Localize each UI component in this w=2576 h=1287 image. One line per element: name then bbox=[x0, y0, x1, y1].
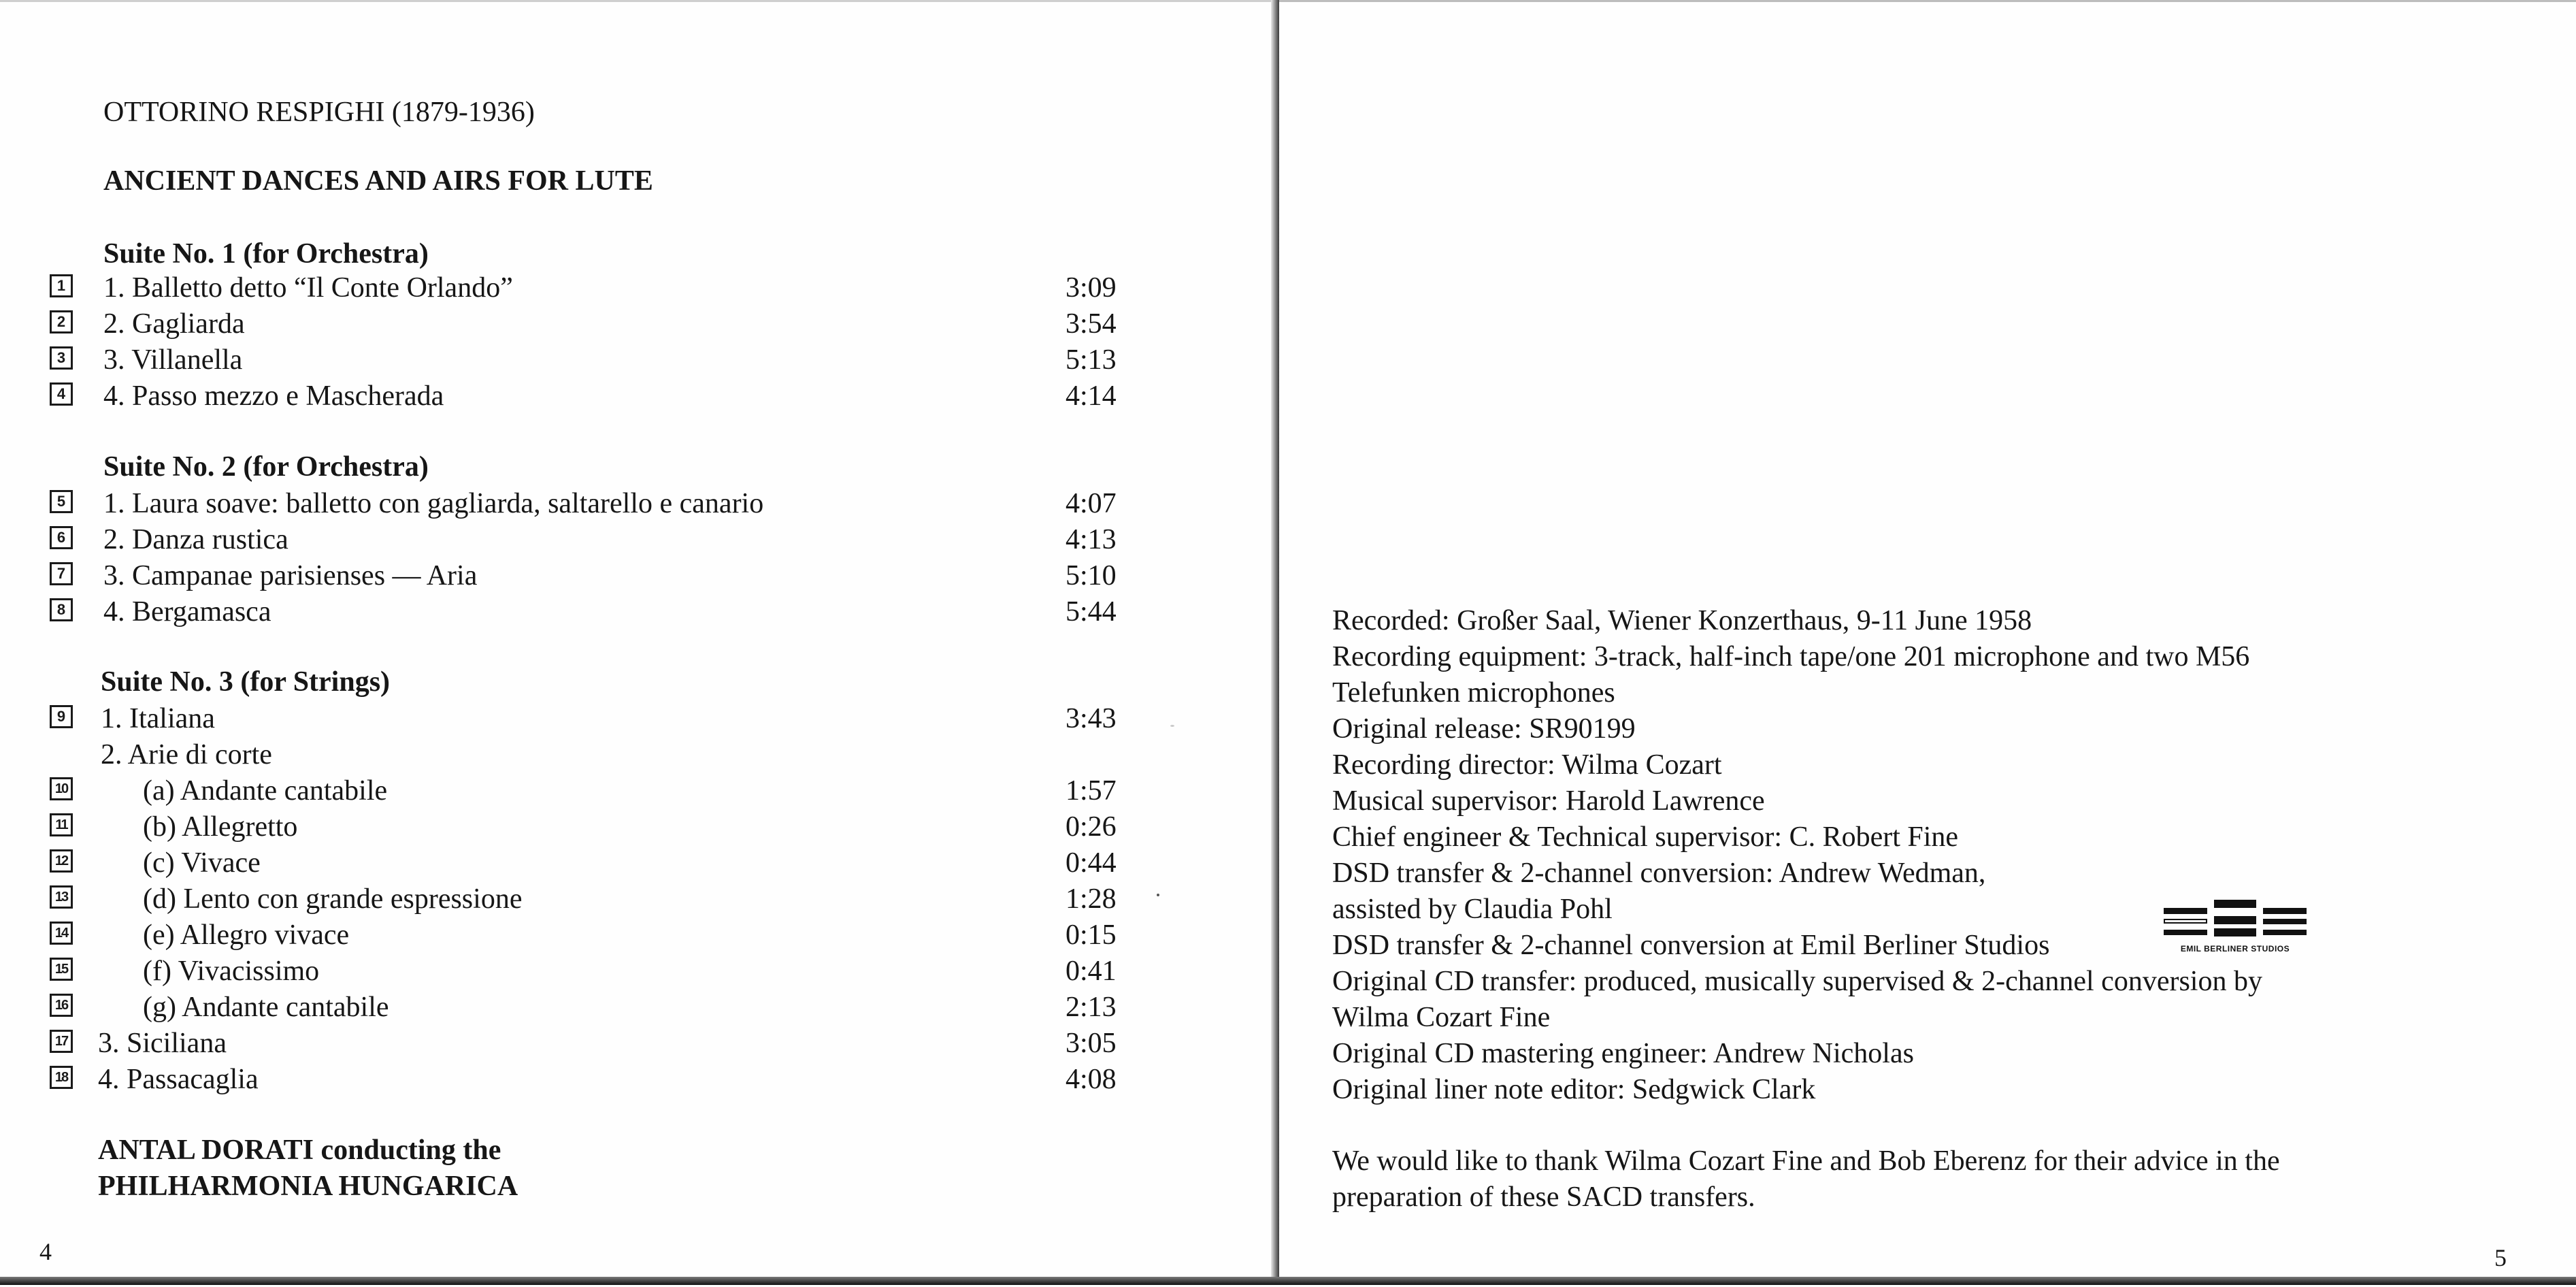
track-number-box: 1 bbox=[50, 274, 73, 297]
track-duration: 0:26 bbox=[1066, 811, 1117, 843]
track-duration: 3:54 bbox=[1066, 308, 1117, 340]
credit-line: Original release: SR90199 bbox=[1332, 713, 1636, 745]
left-page bbox=[0, 0, 1279, 1287]
logo-wordmark: EMIL BERLINER STUDIOS bbox=[2180, 944, 2290, 954]
track-number-box: 5 bbox=[50, 490, 73, 513]
work-title: ANCIENT DANCES AND AIRS FOR LUTE bbox=[103, 165, 653, 197]
page-number-right: 5 bbox=[2494, 1244, 2507, 1271]
track-title: 2. Danza rustica bbox=[103, 524, 288, 555]
credit-line: DSD transfer & 2-channel conversion at Emil Berliner Studios bbox=[1332, 930, 2050, 961]
track-title: 1. Balletto detto “Il Conte Orlando” bbox=[103, 272, 513, 304]
thanks-line-1: We would like to thank Wilma Cozart Fine and Bob Eberenz for their advice in the bbox=[1332, 1145, 2280, 1177]
emil-berliner-studios-logo bbox=[2164, 900, 2307, 957]
track-duration: 0:15 bbox=[1066, 919, 1117, 951]
performer-line-1: ANTAL DORATI conducting the bbox=[98, 1135, 501, 1166]
track-number-box: 9 bbox=[50, 705, 73, 728]
track-duration: 2:13 bbox=[1066, 992, 1117, 1023]
track-duration: 3:43 bbox=[1066, 703, 1117, 734]
track-title: (b) Allegretto bbox=[143, 811, 298, 843]
track-duration: 4:14 bbox=[1066, 380, 1117, 412]
track-title: (a) Andante cantabile bbox=[143, 775, 388, 807]
page-bottom-edge bbox=[0, 1277, 2576, 1285]
track-duration: 5:13 bbox=[1066, 344, 1117, 376]
track-title: (d) Lento con grande espressione bbox=[143, 883, 523, 915]
track-title: 3. Siciliana bbox=[98, 1028, 227, 1059]
track-title: (g) Andante cantabile bbox=[143, 992, 389, 1023]
track-title: 3. Villanella bbox=[103, 344, 243, 376]
track-number-box: 6 bbox=[50, 526, 73, 549]
track-number-box: 8 bbox=[50, 598, 73, 621]
track-title: 4. Passo mezzo e Mascherada bbox=[103, 380, 444, 412]
track-duration: 4:13 bbox=[1066, 524, 1117, 555]
track-duration: 3:05 bbox=[1066, 1028, 1117, 1059]
track-number-box: 13 bbox=[50, 885, 73, 909]
track-number-box: 7 bbox=[50, 562, 73, 585]
credit-line: DSD transfer & 2-channel conversion: Andrew Wedman, bbox=[1332, 858, 1986, 889]
composer-heading: OTTORINO RESPIGHI (1879-1936) bbox=[103, 97, 535, 128]
track-number-box: 4 bbox=[50, 382, 73, 406]
track-number-box: 15 bbox=[50, 958, 73, 981]
credit-line: Recording equipment: 3-track, half-inch tape/one 201 microphone and two M56 bbox=[1332, 641, 2250, 672]
track-number-box: 11 bbox=[50, 813, 73, 836]
track-duration: 3:09 bbox=[1066, 272, 1117, 304]
credit-line: Telefunken microphones bbox=[1332, 677, 1615, 708]
credit-line: Original CD mastering engineer: Andrew Nicholas bbox=[1332, 1038, 1914, 1069]
paper-speck bbox=[1170, 725, 1174, 727]
track-duration: 0:44 bbox=[1066, 847, 1117, 879]
page-number-left: 4 bbox=[39, 1238, 52, 1265]
track-duration: 5:44 bbox=[1066, 596, 1117, 628]
track-title: 4. Bergamasca bbox=[103, 596, 271, 628]
track-title: 4. Passacaglia bbox=[98, 1064, 259, 1095]
credit-line: Recorded: Großer Saal, Wiener Konzerthaus, 9-11 June 1958 bbox=[1332, 605, 2032, 636]
credit-line: Recording director: Wilma Cozart bbox=[1332, 749, 1722, 781]
suite-1-heading: Suite No. 1 (for Orchestra) bbox=[103, 238, 429, 270]
suite-3-heading: Suite No. 3 (for Strings) bbox=[101, 666, 391, 698]
track-duration: 4:07 bbox=[1066, 488, 1117, 519]
arie-di-corte-heading: 2. Arie di corte bbox=[101, 739, 272, 770]
track-duration: 0:41 bbox=[1066, 956, 1117, 987]
paper-speck bbox=[1157, 894, 1159, 896]
credit-line: Chief engineer & Technical supervisor: C. Robert Fine bbox=[1332, 821, 1959, 853]
track-number-box: 16 bbox=[50, 994, 73, 1017]
performer-line-2: PHILHARMONIA HUNGARICA bbox=[98, 1171, 518, 1202]
track-title: 1. Laura soave: balletto con gagliarda, saltarello e canario bbox=[103, 488, 764, 519]
credit-line: Wilma Cozart Fine bbox=[1332, 1002, 1551, 1033]
track-duration: 1:28 bbox=[1066, 883, 1117, 915]
track-duration: 4:08 bbox=[1066, 1064, 1117, 1095]
suite-2-heading: Suite No. 2 (for Orchestra) bbox=[103, 451, 429, 483]
track-number-box: 10 bbox=[50, 777, 73, 800]
track-number-box: 12 bbox=[50, 849, 73, 873]
track-duration: 1:57 bbox=[1066, 775, 1117, 807]
track-number-box: 14 bbox=[50, 922, 73, 945]
track-duration: 5:10 bbox=[1066, 560, 1117, 591]
track-number-box: 18 bbox=[50, 1066, 73, 1089]
credit-line: Original CD transfer: produced, musically supervised & 2-channel conversion by bbox=[1332, 966, 2262, 997]
track-title: 3. Campanae parisienses — Aria bbox=[103, 560, 478, 591]
track-title: 1. Italiana bbox=[101, 703, 215, 734]
credit-line: Musical supervisor: Harold Lawrence bbox=[1332, 785, 1765, 817]
thanks-line-2: preparation of these SACD transfers. bbox=[1332, 1182, 1755, 1213]
track-title: (f) Vivacissimo bbox=[143, 956, 320, 987]
track-title: (e) Allegro vivace bbox=[143, 919, 350, 951]
credit-line: assisted by Claudia Pohl bbox=[1332, 894, 1613, 925]
track-number-box: 3 bbox=[50, 346, 73, 370]
track-title: 2. Gagliarda bbox=[103, 308, 245, 340]
track-title: (c) Vivace bbox=[143, 847, 261, 879]
credit-line: Original liner note editor: Sedgwick Clark bbox=[1332, 1074, 1816, 1105]
track-number-box: 2 bbox=[50, 310, 73, 333]
track-number-box: 17 bbox=[50, 1030, 73, 1053]
